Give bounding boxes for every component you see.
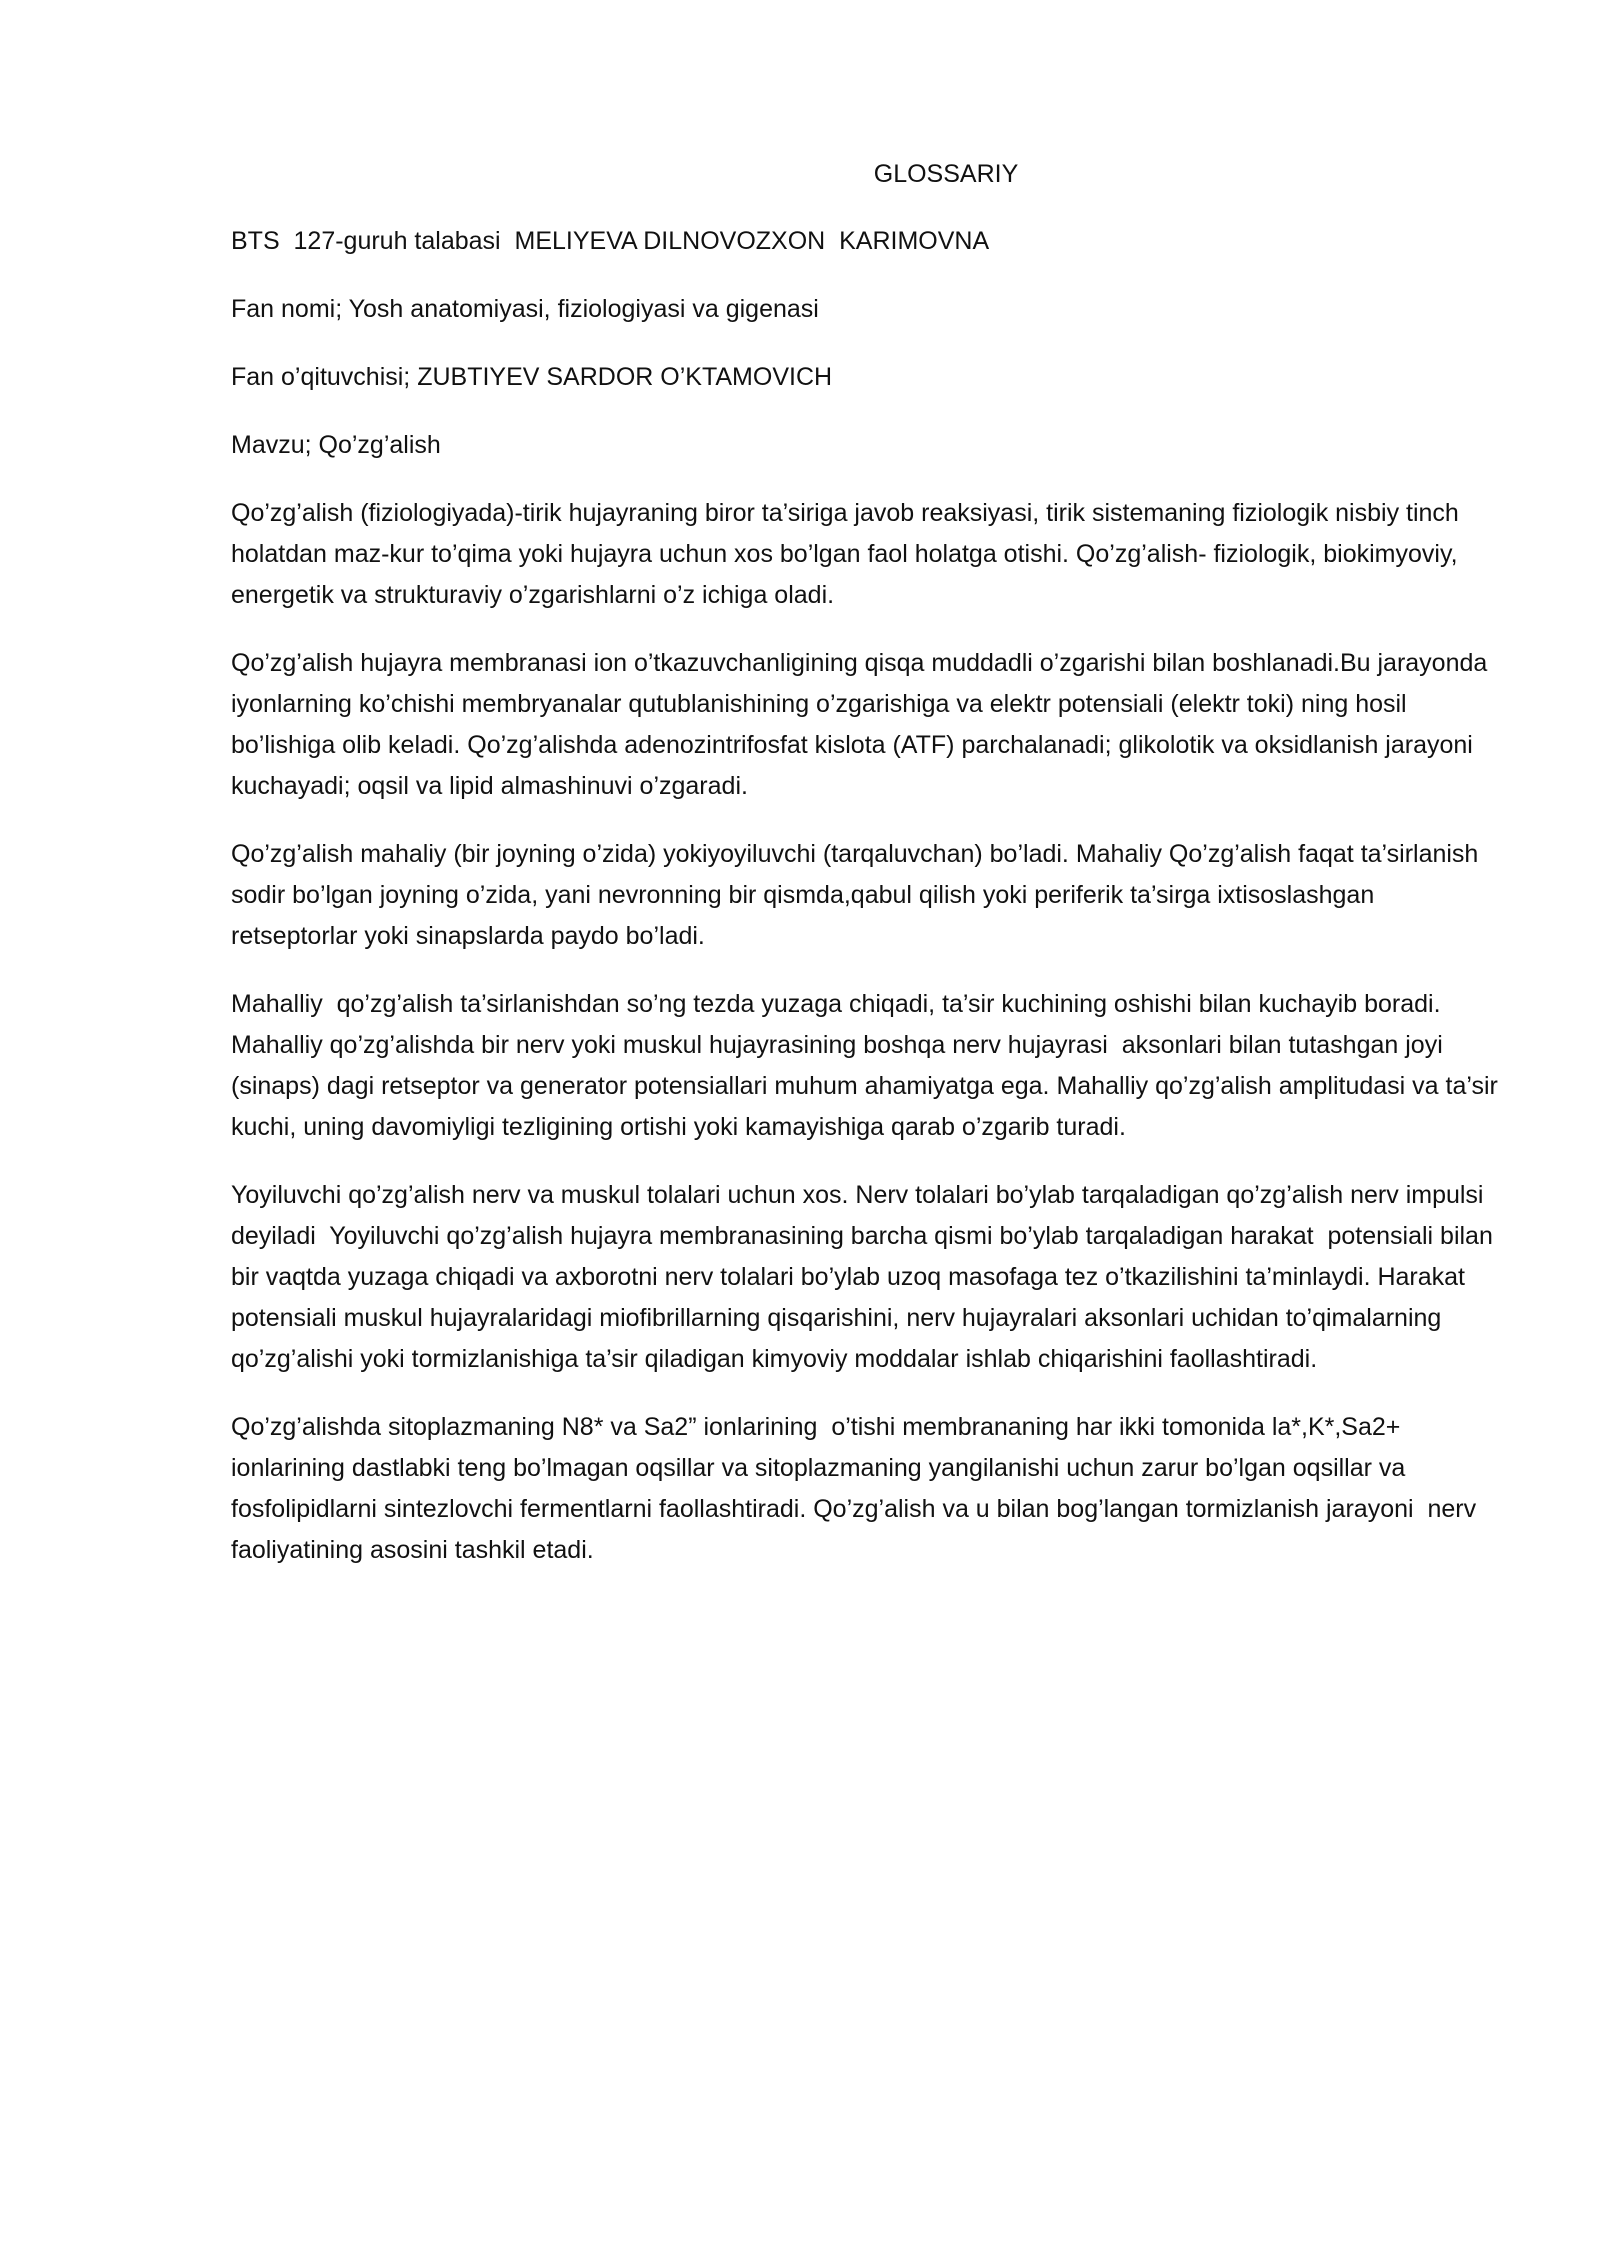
- subject-line: Fan nomi; Yosh anatomiyasi, fiziologiyasi va gigenasi: [231, 295, 819, 323]
- paragraph: Qo’zg’alishda sitoplazmaning N8* va Sa2” ionlarining o’tishi membrananing har ikki tomonida la*,K*,Sa2+ ionlarining dastlabki teng bo’lmagan oqsillar va sitoplazmaning yangilanishi uchun zarur bo’lgan oqsillar va fosfolipidlarni sintezlovchi fermentlarni faollashtiradi. Qo’zg’alish va u bilan bog’langan tormizlanish jarayoni nerv faoliyatining asosini tashkil etadi.: [231, 1413, 1484, 1564]
- topic-line: Mavzu; Qo’zg’alish: [231, 431, 441, 459]
- paragraph: Mahalliy qo’zg’alish ta’sirlanishdan so’ng tezda yuzaga chiqadi, ta’sir kuchining oshishi bilan kuchayib boradi. Mahalliy qo’zg’alishda bir nerv yoki muskul hujayrasining boshqa nerv hujayrasi aksonlari bilan tutashgan joyi (sinaps) dagi retseptor va generator potensiallari muhum ahamiyatga ega. Mahalliy qo’zg’alish amplitudasi va ta’sir kuchi, uning davomiyligi tezligining ortishi yoki kamayishiga qarab o’zgarib turadi.: [231, 990, 1505, 1141]
- document-title: GLOSSARIY: [873, 160, 1019, 188]
- paragraph: Qo’zg’alish mahaliy (bir joyning o’zida) yokiyoyiluvchi (tarqaluvchan) bo’ladi. Mahaliy Qo’zg’alish faqat ta’sirlanish sodir bo’lgan joyning o’zida, yani nevronning bir qismda,qabul qilish yoki periferik ta’sirga ixtisoslashgan retseptorlar yoki sinapslarda paydo bo’ladi.: [231, 840, 1486, 950]
- paragraph: Qo’zg’alish (fiziologiyada)-tirik hujayraning biror ta’siriga javob reaksiyasi, tirik sistemaning fiziologik nisbiy tinch holatdan maz-kur to’qima yoki hujayra uchun xos bo’lgan faol holatga otishi. Qo’zg’alish- fiziologik, biokimyoviy, energetik va strukturaviy o’zgarishlarni o’z ichiga oladi.: [231, 499, 1466, 609]
- paragraph: Yoyiluvchi qo’zg’alish nerv va muskul tolalari uchun xos. Nerv tolalari bo’ylab tarqaladigan qo’zg’alish nerv impulsi deyiladi Yoyiluvchi qo’zg’alish hujayra membranasining barcha qismi bo’ylab tarqaladigan harakat potensiali bilan bir vaqtda yuzaga chiqadi va axborotni nerv tolalari bo’ylab uzoq masofaga tez o’tkazilishini ta’minlaydi. Harakat potensiali muskul hujayralaridagi miofibrillarning qisqarishini, nerv hujayralari aksonlari uchidan to’qimalarning qo’zg’alishi yoki tormizlanishiga ta’sir qiladigan kimyoviy moddalar ishlab chiqarishini faollashtiradi.: [231, 1181, 1500, 1373]
- teacher-line: Fan o’qituvchisi; ZUBTIYEV SARDOR O’KTAMOVICH: [231, 363, 833, 391]
- paragraph: Qo’zg’alish hujayra membranasi ion o’tkazuvchanligining qisqa muddadli o’zgarishi bilan boshlanadi.Bu jarayonda iyonlarning ko’chishi membryanalar qutublanishining o’zgarishiga va elektr potensiali (elektr toki) ning hosil bo’lishiga olib keladi. Qo’zg’alishda adenozintrifosfat kislota (ATF) parchalanadi; glikolotik va oksidlanish jarayoni kuchayadi; oqsil va lipid almashinuvi o’zgaradi.: [231, 649, 1502, 800]
- document-body: [231, 154, 1506, 1598]
- student-line: BTS 127-guruh talabasi MELIYEVA DILNOVOZXON KARIMOVNA: [231, 227, 990, 255]
